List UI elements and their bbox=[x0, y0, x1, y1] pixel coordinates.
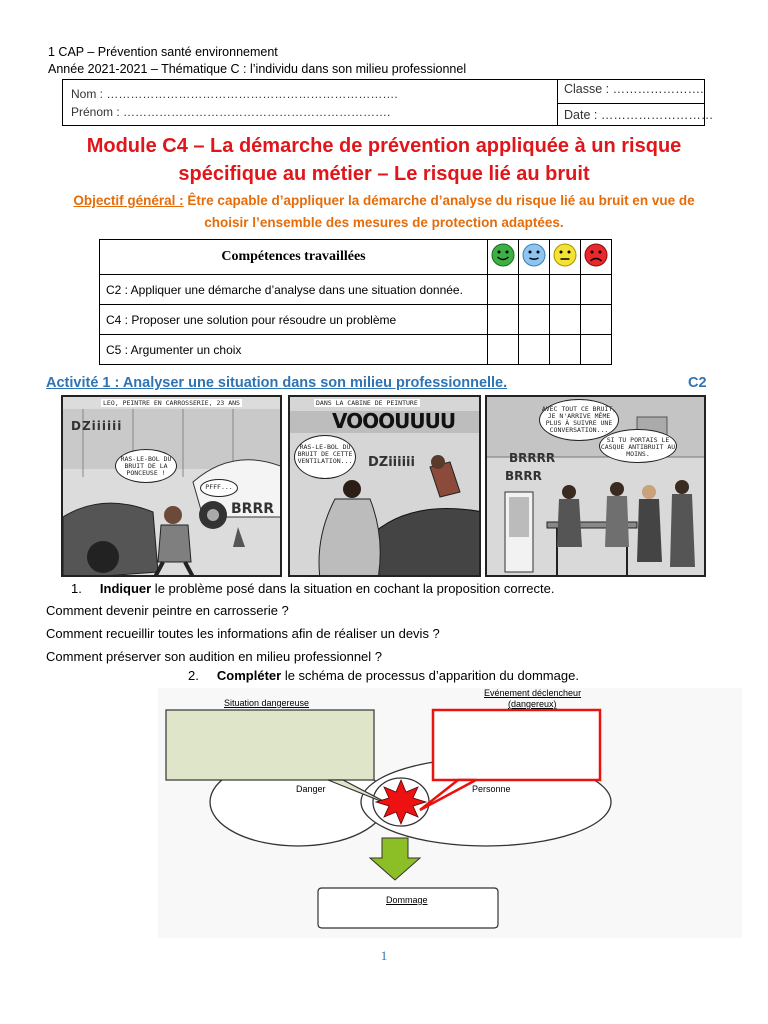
label-evenement-line-1: Evénement déclencheur bbox=[484, 688, 582, 698]
smiley-blue-icon bbox=[521, 242, 547, 268]
check-cell[interactable] bbox=[519, 335, 550, 365]
identity-left-cell bbox=[63, 80, 558, 125]
check-cell[interactable] bbox=[488, 335, 519, 365]
comic-sfx-brrr-2: BRRR bbox=[505, 469, 542, 483]
check-cell[interactable] bbox=[581, 275, 612, 305]
option-1-text: Comment devenir peintre en carrosserie ? bbox=[46, 603, 289, 618]
check-cell[interactable] bbox=[488, 305, 519, 335]
objective-line-2: choisir l’ensemble des mesures de protection adaptées. bbox=[204, 215, 564, 230]
competence-c4: C4 : Proposer une solution pour résoudre un problème bbox=[100, 305, 488, 335]
label-dommage: Dommage bbox=[386, 895, 428, 905]
comic-bubble-1: RAS-LE-BOL DU BRUIT DE LA PONCEUSE ! bbox=[115, 449, 177, 483]
smiley-green-icon bbox=[490, 242, 516, 268]
question-1-number: 1. bbox=[71, 581, 82, 596]
question-2-text: le schéma de processus d’apparition du dommage. bbox=[281, 668, 579, 683]
label-personne: Personne bbox=[472, 784, 511, 794]
smiley-red-icon bbox=[583, 242, 609, 268]
competence-c2: C2 : Appliquer une démarche d’analyse dans une situation donnée. bbox=[100, 275, 488, 305]
comic-sfx-dzi-2: DZiiiiii bbox=[368, 455, 415, 470]
question-1-verb: Indiquer bbox=[99, 581, 152, 596]
check-cell[interactable] bbox=[519, 305, 550, 335]
label-danger: Danger bbox=[296, 784, 326, 794]
prenom-field[interactable]: Prénom : …………………………………………………………. bbox=[71, 105, 391, 119]
nom-field[interactable]: Nom : ………………………………………………………………. bbox=[71, 87, 398, 101]
question-1 bbox=[71, 581, 554, 596]
comic-bubble-2: PFFF... bbox=[200, 479, 238, 497]
date-field[interactable]: Date : ……………………… bbox=[564, 108, 714, 122]
competence-row bbox=[100, 335, 612, 365]
header-line-2: Année 2021-2021 – Thématique C : l’individu dans son milieu professionnel bbox=[48, 62, 467, 76]
competence-row bbox=[100, 305, 612, 335]
comic-sfx-brrr-1: BRRR bbox=[231, 501, 275, 517]
dommage-box bbox=[318, 888, 498, 928]
objective-label: Objectif général : bbox=[73, 193, 184, 208]
check-cell[interactable] bbox=[581, 305, 612, 335]
page-number: 1 bbox=[380, 948, 388, 963]
competence-row bbox=[100, 275, 612, 305]
module-title-line-1: Module C4 – La démarche de prévention appliquée à un risque bbox=[86, 135, 682, 157]
comic-sfx-dzi-1: DZiiiiii bbox=[71, 419, 123, 433]
competences-table bbox=[99, 239, 612, 365]
check-cell[interactable] bbox=[488, 275, 519, 305]
competences-header: Compétences travaillées bbox=[100, 240, 488, 275]
label-situation-dangereuse: Situation dangereuse bbox=[224, 698, 310, 708]
option-1[interactable] bbox=[46, 603, 289, 618]
option-3[interactable] bbox=[46, 649, 382, 664]
identity-box bbox=[62, 79, 714, 126]
comic-panel-2 bbox=[288, 395, 481, 577]
evenement-box bbox=[433, 710, 600, 780]
check-cell[interactable] bbox=[550, 305, 581, 335]
comic-panel-2-caption: DANS LA CABINE DE PEINTURE bbox=[316, 399, 418, 407]
question-2 bbox=[188, 668, 579, 683]
comic-panel-3 bbox=[485, 395, 706, 577]
comic-panel-1 bbox=[61, 395, 282, 577]
down-arrow-icon bbox=[370, 838, 420, 880]
diagram-shapes bbox=[158, 688, 742, 938]
option-3-text: Comment préserver son audition en milieu professionnel ? bbox=[46, 649, 383, 664]
classe-field[interactable]: Classe : …………………. bbox=[564, 82, 704, 96]
check-cell[interactable] bbox=[550, 275, 581, 305]
question-2-number: 2. bbox=[188, 668, 199, 683]
header-line-1: 1 CAP – Prévention santé environnement bbox=[48, 45, 278, 59]
activity-title: Activité 1 : Analyser une situation dans son milieu professionnelle. bbox=[46, 375, 508, 391]
option-2[interactable] bbox=[46, 626, 440, 641]
option-2-text: Comment recueillir toutes les informations afin de réaliser un devis ? bbox=[46, 626, 440, 641]
comic-sfx-vooouuu: VOOOUUUU bbox=[332, 409, 456, 433]
situation-dangereuse-box bbox=[166, 710, 374, 780]
comic-sfx-brrrr: BRRRR bbox=[509, 451, 556, 465]
objective-text-1: Être capable d’appliquer la démarche d’analyse du risque lié au bruit en vue de bbox=[183, 193, 695, 208]
question-2-verb: Compléter bbox=[216, 668, 282, 683]
check-cell[interactable] bbox=[581, 335, 612, 365]
smiley-yellow-icon bbox=[552, 242, 578, 268]
check-cell[interactable] bbox=[550, 335, 581, 365]
comic-bubble-5: SI TU PORTAIS LE CASQUE ANTIBRUIT AU MOINS. bbox=[599, 429, 677, 463]
check-cell[interactable] bbox=[519, 275, 550, 305]
activity-competence-tag: C2 bbox=[688, 375, 707, 391]
question-1-text: le problème posé dans la situation en cochant la proposition correcte. bbox=[151, 581, 555, 596]
trigger-star-icon bbox=[376, 780, 426, 824]
objective-line-1 bbox=[0, 190, 768, 212]
label-evenement-line-2: (dangereux) bbox=[508, 699, 557, 709]
comic-panel-1-caption: LEO, PEINTRE EN CARROSSERIE, 23 ANS bbox=[103, 399, 240, 407]
comic-bubble-4: AVEC TOUT CE BRUIT, JE N'ARRIVE MÊME PLUS À SUIVRE UNE CONVERSATION... bbox=[539, 399, 619, 441]
module-title-line-2: spécifique au métier – Le risque lié au bruit bbox=[178, 163, 590, 185]
damage-process-diagram bbox=[158, 688, 742, 938]
competence-c5: C5 : Argumenter un choix bbox=[100, 335, 488, 365]
comic-bubble-3: RAS-LE-BOL DU BRUIT DE CETTE VENTILATION... bbox=[294, 435, 356, 479]
